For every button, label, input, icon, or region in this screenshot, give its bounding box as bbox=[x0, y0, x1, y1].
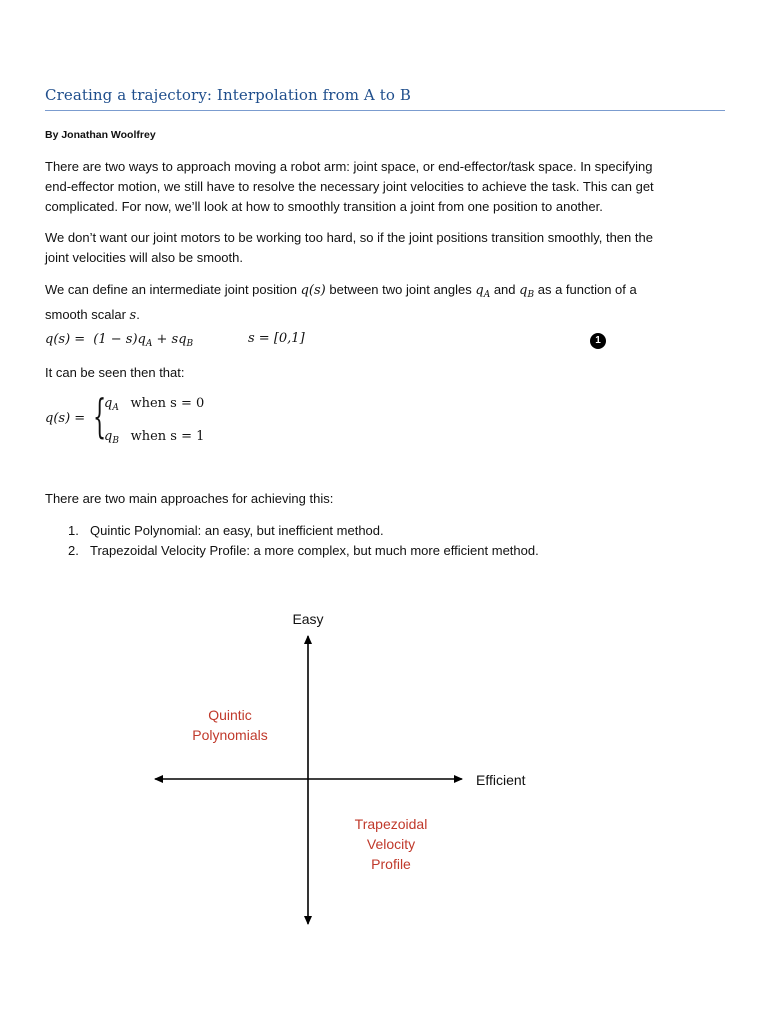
math-s: s bbox=[129, 308, 137, 323]
definition-line-1: We can define an intermediate joint position q(s) between two joint angles $q_A$ and $q_B$ as a function of a bbox=[45, 282, 637, 300]
list-item: 2. Trapezoidal Velocity Profile: a more complex, but much more efficient method. bbox=[68, 543, 539, 558]
definition-paragraph bbox=[45, 280, 725, 326]
piecewise-case-a: $q_A$ when s = 0 bbox=[104, 396, 205, 413]
intro-line-2: end-effector motion, we still have to resolve the necessary joint velocities to achieve the task. This can get bbox=[45, 179, 654, 194]
list-item: 1. Quintic Polynomial: an easy, but inefficient method. bbox=[68, 523, 384, 538]
trapezoidal-profile-label: Trapezoidal Velocity Profile bbox=[354, 816, 428, 872]
axis-label-efficient: Efficient bbox=[476, 772, 526, 788]
piecewise-case-b: $q_B$ when s = 1 bbox=[104, 429, 205, 446]
intro-line-3: complicated. For now, we’ll look at how to smoothly transition a joint from one position to another. bbox=[45, 199, 603, 214]
piecewise-brace: { bbox=[93, 389, 107, 443]
math-q-a: $q_A$ bbox=[475, 283, 491, 300]
title-underline bbox=[45, 110, 725, 111]
quintic-polynomials-label: Quintic Polynomials bbox=[192, 707, 268, 743]
approaches-text: There are two main approaches for achieving this: bbox=[45, 491, 334, 506]
math-q-b: $q_B$ bbox=[519, 283, 535, 300]
method-list bbox=[68, 521, 539, 561]
seen-text: It can be seen then that: bbox=[45, 365, 185, 380]
axis-label-easy: Easy bbox=[292, 611, 324, 627]
document-title: Creating a trajectory: Interpolation from A to B bbox=[45, 86, 411, 104]
intro-paragraph bbox=[45, 157, 725, 217]
piecewise-lhs: q(s) = bbox=[45, 411, 86, 426]
smoothness-paragraph bbox=[45, 228, 725, 268]
intro-line-1: There are two ways to approach moving a robot arm: joint space, or end-effector/task space. In specifying bbox=[45, 159, 653, 174]
math-q-of-s: q(s) bbox=[300, 283, 326, 298]
range-expression: s = [0,1] bbox=[248, 331, 305, 346]
definition-line-2: smooth scalar s. bbox=[45, 307, 140, 323]
smoothness-line-1: We don’t want our joint motors to be working too hard, so if the joint positions transition smoothly, then the bbox=[45, 230, 653, 245]
smoothness-line-2: joint velocities will also be smooth. bbox=[45, 250, 243, 265]
interpolation-equation: $q(s) = (1 - s)q_A + sq_B$ s = [0,1] bbox=[45, 331, 305, 349]
author-byline: By Jonathan Woolfrey bbox=[45, 129, 156, 141]
equation-number-badge: 1 bbox=[590, 333, 606, 349]
tradeoff-diagram bbox=[0, 600, 768, 930]
